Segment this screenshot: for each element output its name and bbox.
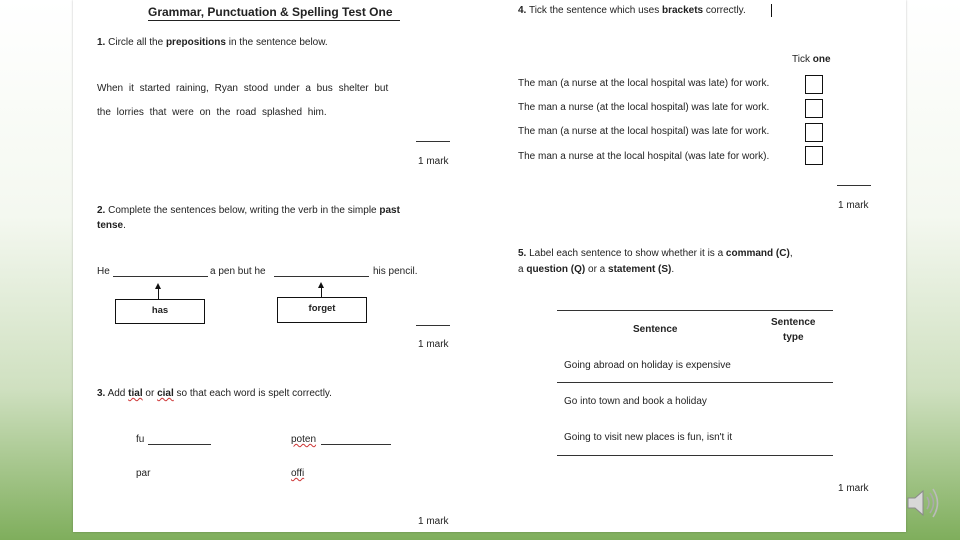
verb-label: has	[151, 305, 169, 316]
speaker-icon[interactable]	[905, 485, 943, 521]
question-3-option-tial: tial	[128, 388, 143, 399]
table-header-type-2: type	[783, 332, 804, 343]
question-2-blank-1[interactable]	[113, 276, 208, 277]
word-stem: par	[136, 468, 151, 479]
question-5-prompt-line-2	[518, 264, 674, 275]
page-title: Grammar, Punctuation & Spelling Test One	[148, 5, 393, 19]
question-3-text-or: or	[142, 388, 158, 399]
question-1-number: 1.	[97, 37, 106, 48]
question-2-keyword: past	[379, 205, 400, 216]
table-bottom-rule	[557, 455, 833, 456]
question-3-text-end: so that each word is spelt correctly.	[173, 388, 332, 399]
question-2-prompt-line-2	[97, 220, 126, 231]
question-2-text: Complete the sentences below, writing the verb in the simple	[108, 205, 380, 216]
table-top-rule	[557, 310, 833, 311]
tick-box[interactable]	[805, 75, 823, 94]
arrow-up-icon	[158, 287, 159, 299]
question-5-mark: 1 mark	[838, 483, 869, 494]
table-header-sentence: Sentence	[633, 324, 678, 335]
question-3-number: 3.	[97, 388, 106, 399]
question-3-prompt	[97, 388, 332, 399]
word-stem: offi	[291, 468, 305, 479]
tick-label-bold: one	[812, 54, 831, 65]
question-2-blank-2[interactable]	[274, 276, 369, 277]
word-blank[interactable]	[321, 444, 391, 445]
question-2-sentence-end: his pencil.	[373, 266, 418, 277]
tick-label-text: Tick	[792, 54, 813, 65]
worksheet-page	[73, 0, 906, 532]
question-1-prompt	[97, 37, 328, 48]
question-4-number: 4.	[518, 5, 527, 16]
word-blank[interactable]	[148, 444, 211, 445]
arrow-up-icon	[321, 286, 322, 297]
question-1-text: Circle all the	[108, 37, 166, 48]
verb-box-forget	[277, 297, 367, 323]
question-2-mark-line	[416, 325, 450, 326]
verb-label: forget	[308, 303, 336, 314]
question-5-text-or: or a	[585, 264, 609, 275]
question-2-sentence-middle: a pen but he	[210, 266, 266, 277]
tick-one-label	[792, 54, 831, 65]
question-4-prompt	[518, 5, 746, 16]
question-4-mark: 1 mark	[838, 200, 869, 211]
question-1-keyword: prepositions	[165, 37, 226, 48]
question-2-mark: 1 mark	[418, 339, 449, 350]
table-header-type: Sentence	[771, 317, 816, 328]
question-4-text: Tick the sentence which uses	[528, 5, 662, 16]
question-2-keyword-2: tense	[97, 220, 124, 231]
question-4-keyword: brackets	[661, 5, 704, 16]
question-3-mark: 1 mark	[418, 516, 449, 527]
question-1-sentence-line-2: the lorries that were on the road splashed him.	[97, 107, 327, 118]
tick-box[interactable]	[805, 146, 823, 165]
question-5-question: question (Q)	[526, 264, 586, 275]
question-3-text: Add	[107, 388, 129, 399]
question-5-statement: statement (S)	[608, 264, 672, 275]
question-3-option-cial: cial	[157, 388, 174, 399]
question-2-number: 2.	[97, 205, 106, 216]
question-1-text-end: in the sentence below.	[225, 37, 328, 48]
question-2-sentence-start: He	[97, 266, 110, 277]
table-row: Going to visit new places is fun, isn't it	[564, 432, 733, 443]
question-5-text-a: a	[518, 264, 527, 275]
question-5-text: Label each sentence to show whether it is a	[529, 248, 726, 259]
option-sentence: The man a nurse at the local hospital (was late for work).	[518, 151, 770, 162]
question-4-mark-line	[837, 185, 871, 186]
tick-box[interactable]	[805, 99, 823, 118]
question-1-mark-line	[416, 141, 450, 142]
question-5-period: .	[671, 264, 675, 275]
tick-box[interactable]	[805, 123, 823, 142]
text-cursor	[771, 4, 772, 17]
question-5-number: 5.	[518, 248, 527, 259]
table-row-rule	[557, 382, 833, 383]
word-stem: fu	[136, 434, 145, 445]
option-sentence: The man a nurse (at the local hospital) was late for work.	[518, 102, 770, 113]
table-row: Go into town and book a holiday	[564, 396, 707, 407]
title-underline	[148, 20, 400, 21]
table-row: Going abroad on holiday is expensive	[564, 360, 731, 371]
verb-box-has	[115, 299, 205, 324]
question-5-comma: ,	[789, 248, 793, 259]
question-4-text-end: correctly.	[703, 5, 746, 16]
option-sentence: The man (a nurse at the local hospital was late) for work.	[518, 78, 770, 89]
question-1-mark: 1 mark	[418, 156, 449, 167]
question-1-sentence-line-1: When it started raining, Ryan stood under a bus shelter but	[97, 83, 389, 94]
question-2-prompt	[97, 205, 400, 216]
option-sentence: The man (a nurse at the local hospital) was late for work.	[518, 126, 770, 137]
word-stem: poten	[291, 434, 317, 445]
question-5-prompt	[518, 248, 793, 259]
question-2-period: .	[123, 220, 126, 231]
question-5-command: command (C)	[725, 248, 790, 259]
